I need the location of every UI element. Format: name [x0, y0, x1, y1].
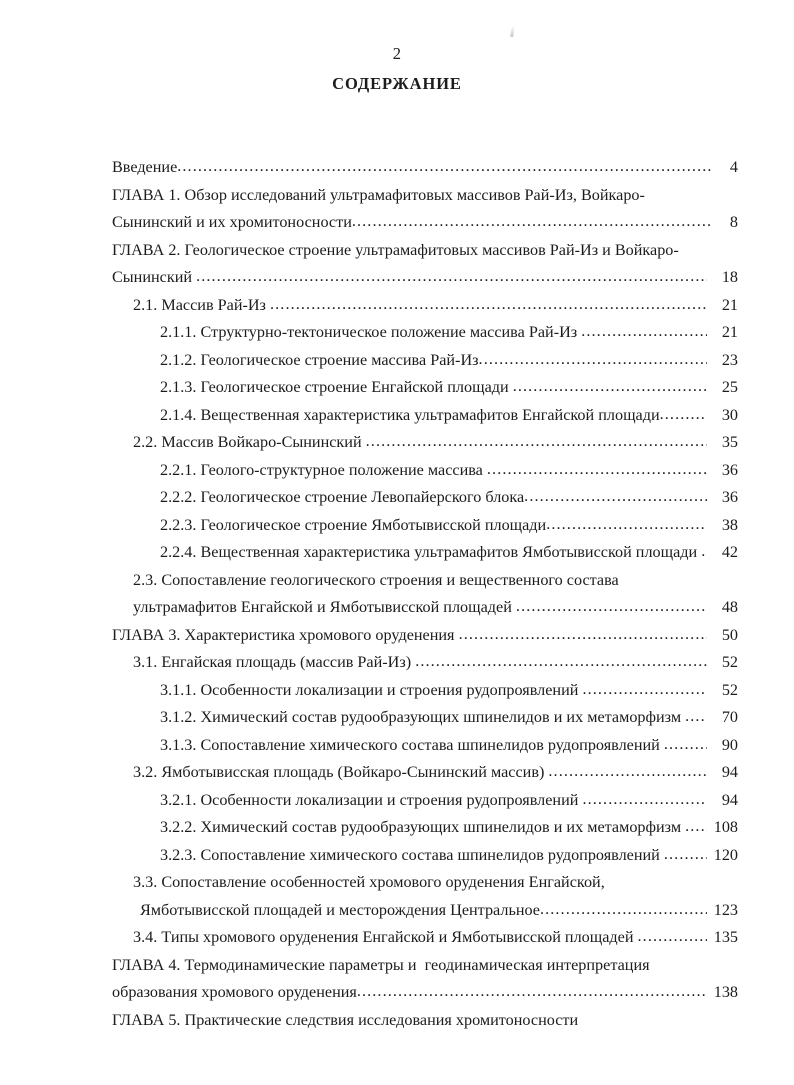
- toc-entry-line: [112, 1007, 738, 1035]
- toc-entry-line: [160, 732, 738, 760]
- toc-entry-title: ультрамафитов Енгайской и Ямботывисской площадей: [133, 598, 516, 616]
- dot-leader: [664, 846, 707, 862]
- toc-entry-title: Сынинский и их хромитоносности: [112, 213, 352, 231]
- dot-leader: [270, 296, 707, 312]
- toc-entry-line-continued: [133, 897, 738, 925]
- dot-leader: [546, 516, 707, 532]
- toc-entry[interactable]: [0, 402, 794, 430]
- dot-leader: [638, 928, 707, 944]
- toc-entry-title: 3.3. Сопоставление особенностей хромового оруденения Енгайской,: [133, 873, 605, 891]
- toc-entry-line-continued: [112, 979, 738, 1007]
- toc-entry-title: Сынинский: [112, 268, 197, 286]
- toc-entry[interactable]: [0, 759, 794, 787]
- toc-entry[interactable]: [0, 484, 794, 512]
- toc-entry[interactable]: [0, 814, 794, 842]
- toc-entry[interactable]: [0, 154, 794, 182]
- toc-entry-title: 2.1.2. Геологическое строение массива Рай-Из: [160, 350, 479, 369]
- toc-entry-title: 3.2. Ямботывисская площадь (Войкаро-Сынинский массив): [133, 763, 549, 781]
- page-title: СОДЕРЖАНИЕ: [332, 74, 462, 93]
- toc-entry-line: [112, 237, 738, 265]
- toc-entry-line: [112, 154, 738, 182]
- toc-entry-page-number: 52: [721, 680, 738, 699]
- toc-entry[interactable]: [0, 429, 794, 457]
- toc-entry-line: [160, 539, 738, 567]
- toc-entry-title: ГЛАВА 4. Термодинамические параметры и геодинамическая интерпретация: [112, 955, 650, 974]
- toc-entry-page-number: 48: [721, 598, 738, 616]
- toc-entry[interactable]: [0, 924, 794, 952]
- toc-entry-line: [160, 402, 738, 430]
- dot-leader: [685, 818, 707, 834]
- dot-leader: [487, 461, 707, 477]
- toc-entry-line: [133, 869, 738, 897]
- toc-entry-title: ГЛАВА 2. Геологическое строение ультрамафитовых массивов Рай-Из и Войкаро-: [112, 240, 679, 259]
- toc-entry-page-number: 36: [721, 460, 738, 479]
- toc-entry-line: [112, 952, 738, 980]
- dot-leader: [415, 653, 707, 669]
- toc-entry[interactable]: [0, 1007, 794, 1035]
- toc-entry-title: ГЛАВА 3. Характеристика хромового оруденения: [112, 625, 459, 644]
- dot-leader: [524, 488, 707, 504]
- toc-entry-page-number: 138: [713, 983, 738, 1001]
- toc-entry-title: 2.3. Сопоставление геологического строения и вещественного состава: [133, 570, 619, 589]
- toc-entry[interactable]: [0, 952, 794, 1007]
- scan-artifact-speck: [510, 26, 515, 37]
- toc-entry-line-continued: [112, 264, 738, 292]
- toc-entry-title: ГЛАВА 1. Обзор исследований ультрамафитовых массивов Рай-Из, Войкаро-: [112, 185, 645, 204]
- toc-entry[interactable]: [0, 567, 794, 622]
- toc-entry-line: [112, 622, 738, 650]
- toc-entry-page-number: 38: [721, 515, 738, 534]
- toc-entry-title: ГЛАВА 5. Практические следствия исследования хромитоносности: [112, 1010, 579, 1029]
- toc-entry[interactable]: [0, 732, 794, 760]
- dot-leader: [459, 626, 707, 642]
- dot-leader: [582, 791, 707, 807]
- toc-entry[interactable]: [0, 237, 794, 292]
- toc-entry-title: 2.2. Массив Войкаро-Сынинский: [133, 433, 366, 451]
- toc-entry-line: [133, 759, 738, 787]
- toc-entry-line: [133, 567, 738, 595]
- toc-entry[interactable]: [0, 539, 794, 567]
- toc-entry-page-number: 30: [721, 405, 738, 424]
- toc-entry-line-continued: [112, 209, 738, 237]
- toc-entry[interactable]: [0, 292, 794, 320]
- dot-leader: [177, 158, 711, 174]
- toc-entry-line: [160, 704, 738, 732]
- toc-entry-page-number: 25: [721, 378, 738, 396]
- toc-entry-page-number: 135: [713, 928, 738, 946]
- toc-entry-line: [160, 842, 738, 870]
- table-of-contents: [0, 154, 794, 1034]
- toc-entry-title: 2.2.2. Геологическое строение Левопайерского блока: [160, 488, 525, 506]
- toc-entry-page-number: 23: [721, 350, 738, 369]
- toc-entry-line: [160, 814, 738, 842]
- toc-entry[interactable]: [0, 374, 794, 402]
- toc-entry[interactable]: [0, 347, 794, 375]
- toc-entry-title: 3.1.3. Сопоставление химического состава шпинелидов рудопроявлений: [160, 735, 664, 754]
- toc-entry-line: [160, 484, 738, 512]
- toc-entry[interactable]: [0, 677, 794, 705]
- toc-entry-page-number: 21: [721, 295, 738, 314]
- toc-entry-title: 2.1. Массив Рай-Из: [133, 295, 271, 314]
- toc-entry-title: 2.1.1. Структурно-тектоническое положение массива Рай-Из: [160, 323, 582, 341]
- toc-entry-title: 2.1.3. Геологическое строение Енгайской площади: [160, 378, 513, 396]
- dot-leader: [660, 406, 707, 422]
- toc-entry[interactable]: [0, 457, 794, 485]
- toc-entry[interactable]: [0, 869, 794, 924]
- toc-entry-title: Введение: [112, 158, 178, 176]
- toc-entry-line: [160, 319, 738, 347]
- dot-leader: [582, 681, 707, 697]
- toc-entry-page-number: 120: [713, 845, 738, 864]
- toc-entry-line: [160, 677, 738, 705]
- toc-entry-title: 3.1.2. Химический состав рудообразующих шпинелидов и их метаморфизм: [160, 708, 686, 726]
- dot-leader: [366, 433, 707, 449]
- dot-leader: [196, 268, 707, 284]
- dot-leader: [513, 378, 707, 394]
- toc-entry[interactable]: [0, 512, 794, 540]
- toc-entry-title: 3.2.2. Химический состав рудообразующих шпинелидов и их метаморфизм: [160, 818, 686, 836]
- toc-entry-line: [160, 787, 738, 815]
- toc-entry-title: 3.1.1. Особенности локализации и строения рудопроявлений: [160, 680, 583, 699]
- toc-entry-title: 2.1.4. Вещественная характеристика ультрамафитов Енгайской площади: [160, 405, 660, 424]
- toc-entry-line: [133, 429, 738, 457]
- toc-entry-page-number: 42: [721, 543, 738, 561]
- toc-entry-page-number: 36: [721, 488, 738, 506]
- toc-entry-page-number: 70: [721, 708, 738, 726]
- toc-entry-line: [112, 182, 738, 210]
- dot-leader: [581, 323, 707, 339]
- toc-entry[interactable]: [0, 319, 794, 347]
- toc-entry-line: [133, 649, 738, 677]
- toc-entry-page-number: 94: [721, 790, 738, 809]
- toc-entry[interactable]: [0, 704, 794, 732]
- dot-leader: [479, 351, 707, 367]
- dot-leader: [664, 736, 707, 752]
- toc-entry-title: образования хромового оруденения: [112, 983, 357, 1001]
- toc-entry-page-number: 108: [713, 818, 738, 836]
- toc-entry-title: 2.2.3. Геологическое строение Ямботывисской площади: [160, 515, 547, 534]
- toc-entry-line: [160, 512, 738, 540]
- toc-entry-title: Ямботывисской площадей и месторождения Центральное: [140, 900, 540, 919]
- toc-entry[interactable]: [0, 649, 794, 677]
- toc-entry-line: [133, 924, 738, 952]
- toc-entry-page-number: 52: [721, 653, 738, 671]
- toc-entry-line: [160, 347, 738, 375]
- dot-leader: [516, 598, 707, 614]
- dot-leader: [685, 708, 707, 724]
- toc-entry[interactable]: [0, 842, 794, 870]
- toc-entry[interactable]: [0, 182, 794, 237]
- dot-leader: [548, 763, 707, 779]
- dot-leader: [357, 983, 707, 999]
- toc-entry-page-number: 18: [721, 268, 738, 286]
- toc-entry-line: [160, 457, 738, 485]
- page-number: 2: [392, 44, 402, 63]
- toc-entry-title: 2.2.4. Вещественная характеристика ультрамафитов Ямботывисской площади: [160, 543, 702, 561]
- dot-leader: [540, 901, 707, 917]
- dot-leader: [352, 213, 711, 229]
- toc-entry-line: [160, 374, 738, 402]
- toc-entry-page-number: 21: [721, 323, 738, 341]
- toc-entry-title: 3.2.1. Особенности локализации и строения рудопроявлений: [160, 790, 583, 809]
- toc-entry-page-number: 35: [721, 433, 738, 451]
- toc-entry-page-number: 50: [721, 625, 738, 644]
- toc-entry-page-number: 4: [729, 158, 738, 176]
- toc-entry-title: 3.2.3. Сопоставление химического состава шпинелидов рудопроявлений: [160, 845, 664, 864]
- toc-entry-page-number: 123: [713, 900, 738, 919]
- toc-entry-title: 2.2.1. Геолого-структурное положение массива: [160, 460, 487, 479]
- dot-leader: [701, 543, 707, 559]
- toc-entry-line: [133, 292, 738, 320]
- toc-entry-page-number: 94: [721, 763, 738, 781]
- toc-entry[interactable]: [0, 787, 794, 815]
- toc-entry[interactable]: [0, 622, 794, 650]
- toc-entry-title: 3.4. Типы хромового оруденения Енгайской и Ямботывисской площадей: [133, 928, 638, 946]
- toc-entry-page-number: 8: [729, 213, 738, 231]
- toc-entry-line-continued: [133, 594, 738, 622]
- toc-entry-page-number: 90: [721, 735, 738, 754]
- toc-entry-title: 3.1. Енгайская площадь (массив Рай-Из): [133, 653, 416, 671]
